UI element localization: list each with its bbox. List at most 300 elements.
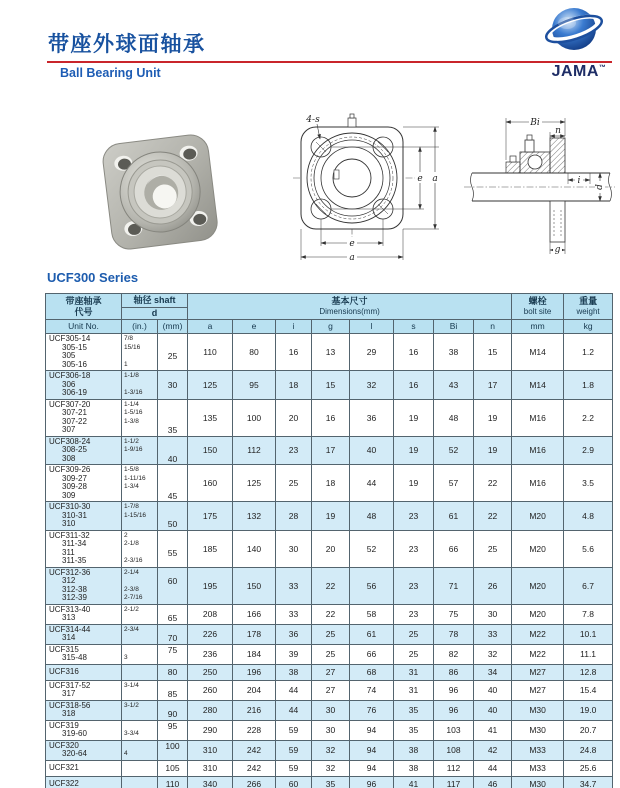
bolt-size-cell: M30 [512, 720, 564, 740]
weight-cell: 6.7 [564, 567, 613, 604]
weight-cell: 25.6 [564, 760, 613, 776]
dim-a-cell: 250 [188, 664, 233, 680]
weight-cell: 15.4 [564, 680, 613, 700]
dim-s-cell: 23 [394, 502, 434, 531]
dim-s-cell: 35 [394, 720, 434, 740]
unit-no-cell: UCF316 [46, 664, 122, 680]
table-row [46, 740, 613, 760]
dim-n-cell: 40 [474, 700, 512, 720]
dim-l-cell: 58 [350, 604, 394, 624]
table-row [46, 624, 613, 644]
unit-no-cell: UCF322 [46, 776, 122, 788]
dim-g-cell: 22 [312, 567, 350, 604]
dim-i-cell: 33 [276, 567, 312, 604]
dim-s-cell: 16 [394, 334, 434, 371]
dim-s-cell: 23 [394, 604, 434, 624]
bolt-size-cell: M20 [512, 604, 564, 624]
dim-i-cell: 23 [276, 436, 312, 465]
shaft-inch-cell: 2-1/2 [122, 604, 158, 624]
dim-l-cell: 48 [350, 502, 394, 531]
page-title-english: Ball Bearing Unit [60, 66, 161, 80]
bolt-size-cell: M16 [512, 465, 564, 502]
shaft-inch-cell: 3-1/4 [122, 680, 158, 700]
table-row [46, 604, 613, 624]
side-view-drawing [462, 110, 617, 262]
table-row [46, 371, 613, 400]
unit-header-zh1: 带座轴承 [65, 295, 102, 306]
shaft-mm-cell: 45 [158, 465, 188, 502]
shaft-inch-cell: 2-1/4 2-3/8 2-7/16 [122, 567, 158, 604]
dim-g-cell: 30 [312, 700, 350, 720]
dim-s-cell: 31 [394, 664, 434, 680]
dim-Bi-cell: 57 [434, 465, 474, 502]
dim-label-a-vertical: a [432, 174, 438, 184]
dim-a-cell: 160 [188, 465, 233, 502]
dim-n-cell: 44 [474, 760, 512, 776]
brand-name: JAMA™ [551, 63, 607, 80]
table-row [46, 436, 613, 465]
col-i: i [276, 320, 312, 334]
dim-s-cell: 31 [394, 680, 434, 700]
unit-no-cell: UCF307-20 307-21 307-22 307 [46, 399, 122, 436]
dim-e-cell: 95 [233, 371, 276, 400]
dim-n-cell: 26 [474, 567, 512, 604]
bolt-size-cell: M16 [512, 399, 564, 436]
dim-n-cell: 42 [474, 740, 512, 760]
dim-g-cell: 13 [312, 334, 350, 371]
dim-i-cell: 39 [276, 644, 312, 664]
dim-n-cell: 19 [474, 436, 512, 465]
shaft-inch-cell: 2-3/4 [122, 624, 158, 644]
shaft-inch-cell [122, 776, 158, 788]
bolt-size-cell: M27 [512, 680, 564, 700]
col-bolt-mm: mm [512, 320, 564, 334]
col-n: n [474, 320, 512, 334]
dim-Bi-cell: 86 [434, 664, 474, 680]
dim-Bi-cell: 103 [434, 720, 474, 740]
shaft-mm-cell: 80 [158, 664, 188, 680]
dim-g-cell: 32 [312, 760, 350, 776]
shaft-inch-cell: 7/8 15/16 1 [122, 334, 158, 371]
shaft-mm-cell: 105 [158, 760, 188, 776]
dim-l-cell: 52 [350, 530, 394, 567]
weight-cell: 3.5 [564, 465, 613, 502]
dim-label-bi: Bi [530, 118, 540, 128]
shaft-inch-cell: 1-1/4 1-5/16 1-3/8 [122, 399, 158, 436]
dim-a-cell: 340 [188, 776, 233, 788]
dim-s-cell: 25 [394, 644, 434, 664]
dim-g-cell: 22 [312, 604, 350, 624]
dim-g-cell: 15 [312, 371, 350, 400]
dim-Bi-cell: 75 [434, 604, 474, 624]
dim-e-cell: 242 [233, 760, 276, 776]
bolt-size-cell: M22 [512, 624, 564, 644]
dim-label-d: d [595, 184, 605, 190]
dim-i-cell: 44 [276, 680, 312, 700]
bolt-size-cell: M20 [512, 567, 564, 604]
shaft-mm-cell: 90 [158, 700, 188, 720]
dim-a-cell: 175 [188, 502, 233, 531]
col-s: s [394, 320, 434, 334]
table-row [46, 776, 613, 788]
dim-g-cell: 19 [312, 502, 350, 531]
shaft-inch-cell: 1-7/8 1-15/16 [122, 502, 158, 531]
page-title-chinese: 带座外球面轴承 [48, 31, 206, 56]
dims-header-en: Dimensions(mm) [319, 307, 380, 316]
weight-cell: 1.2 [564, 334, 613, 371]
dim-i-cell: 59 [276, 760, 312, 776]
dim-e-cell: 100 [233, 399, 276, 436]
weight-cell: 4.8 [564, 502, 613, 531]
unit-no-cell: UCF320 320-64 [46, 740, 122, 760]
dim-a-cell: 290 [188, 720, 233, 740]
bolt-size-cell: M33 [512, 760, 564, 776]
dim-Bi-cell: 108 [434, 740, 474, 760]
dim-s-cell: 35 [394, 700, 434, 720]
dim-a-cell: 185 [188, 530, 233, 567]
shaft-mm-cell: 75 [158, 644, 188, 664]
table-row [46, 567, 613, 604]
dim-n-cell: 30 [474, 604, 512, 624]
table-row [46, 502, 613, 531]
dim-s-cell: 38 [394, 740, 434, 760]
dim-l-cell: 94 [350, 740, 394, 760]
dim-i-cell: 59 [276, 720, 312, 740]
weight-cell: 19.0 [564, 700, 613, 720]
col-header-shaft [122, 294, 188, 320]
dim-l-cell: 44 [350, 465, 394, 502]
front-view-drawing [293, 113, 443, 265]
bolt-size-cell: M20 [512, 530, 564, 567]
dim-e-cell: 184 [233, 644, 276, 664]
bearing-photo [85, 113, 235, 265]
weight-cell: 7.8 [564, 604, 613, 624]
unit-header-zh2: 代号 [74, 306, 93, 317]
dim-g-cell: 18 [312, 465, 350, 502]
dim-l-cell: 74 [350, 680, 394, 700]
col-shaft-in: (in.) [122, 320, 158, 334]
dim-Bi-cell: 78 [434, 624, 474, 644]
unit-no-cell: UCF319 319-60 [46, 720, 122, 740]
table-row [46, 664, 613, 680]
dim-Bi-cell: 52 [434, 436, 474, 465]
dim-n-cell: 22 [474, 502, 512, 531]
dim-l-cell: 36 [350, 399, 394, 436]
dim-g-cell: 27 [312, 664, 350, 680]
dim-n-cell: 25 [474, 530, 512, 567]
dim-l-cell: 94 [350, 720, 394, 740]
bolt-size-cell: M14 [512, 334, 564, 371]
dim-a-cell: 236 [188, 644, 233, 664]
dim-e-cell: 216 [233, 700, 276, 720]
spec-table [45, 293, 613, 788]
shaft-inch-cell: 1-1/2 1-9/16 [122, 436, 158, 465]
dim-n-cell: 15 [474, 334, 512, 371]
dim-label-a-horizontal: a [349, 253, 355, 263]
dim-l-cell: 29 [350, 334, 394, 371]
table-header [46, 294, 613, 334]
trademark-symbol: ™ [598, 64, 607, 72]
shaft-inch-cell [122, 664, 158, 680]
bolt-size-cell: M30 [512, 776, 564, 788]
dim-s-cell: 23 [394, 567, 434, 604]
shaft-mm-cell: 35 [158, 399, 188, 436]
col-g: g [312, 320, 350, 334]
dim-n-cell: 17 [474, 371, 512, 400]
dim-g-cell: 17 [312, 436, 350, 465]
dim-label-i: i [577, 176, 581, 186]
unit-no-cell: UCF311-32 311-34 311 311-35 [46, 530, 122, 567]
shaft-mm-cell: 110 [158, 776, 188, 788]
dim-l-cell: 68 [350, 664, 394, 680]
dim-l-cell: 66 [350, 644, 394, 664]
dim-n-cell: 19 [474, 399, 512, 436]
dim-n-cell: 32 [474, 644, 512, 664]
dim-a-cell: 310 [188, 740, 233, 760]
shaft-mm-cell: 25 [158, 334, 188, 371]
dim-e-cell: 242 [233, 740, 276, 760]
dim-i-cell: 18 [276, 371, 312, 400]
dim-g-cell: 35 [312, 776, 350, 788]
dim-e-cell: 166 [233, 604, 276, 624]
dim-s-cell: 25 [394, 624, 434, 644]
dim-e-cell: 125 [233, 465, 276, 502]
bolt-size-cell: M30 [512, 700, 564, 720]
bolt-size-cell: M27 [512, 664, 564, 680]
shaft-inch-cell: 1-5/8 1-11/16 1-3/4 [122, 465, 158, 502]
shaft-inch-cell: 4 [122, 740, 158, 760]
shaft-mm-cell: 50 [158, 502, 188, 531]
dim-Bi-cell: 48 [434, 399, 474, 436]
table-row [46, 700, 613, 720]
dim-a-cell: 125 [188, 371, 233, 400]
shaft-d-label: d [151, 308, 158, 318]
unit-no-cell: UCF310-30 310-31 310 [46, 502, 122, 531]
dim-i-cell: 59 [276, 740, 312, 760]
dim-l-cell: 32 [350, 371, 394, 400]
shaft-inch-cell: 3-3/4 [122, 720, 158, 740]
unit-no-cell: UCF306-18 306 306-19 [46, 371, 122, 400]
dim-i-cell: 36 [276, 624, 312, 644]
weight-header-en: weight [576, 307, 600, 316]
bolt-header-zh: 螺栓 [528, 296, 547, 306]
dim-e-cell: 196 [233, 664, 276, 680]
dim-s-cell: 38 [394, 760, 434, 776]
shaft-mm-cell: 95 [158, 720, 188, 740]
dim-g-cell: 27 [312, 680, 350, 700]
dim-a-cell: 195 [188, 567, 233, 604]
dim-g-cell: 30 [312, 720, 350, 740]
table-row [46, 334, 613, 371]
shaft-mm-cell: 60 [158, 567, 188, 604]
unit-no-cell: UCF315 315-48 [46, 644, 122, 664]
col-bi: Bi [434, 320, 474, 334]
col-unit-no: Unit No. [46, 320, 122, 334]
series-title: UCF300 Series [47, 270, 139, 285]
dim-label-e-horizontal: e [349, 239, 355, 249]
dim-e-cell: 178 [233, 624, 276, 644]
dim-Bi-cell: 96 [434, 700, 474, 720]
dim-a-cell: 310 [188, 760, 233, 776]
weight-cell: 20.7 [564, 720, 613, 740]
table-row [46, 530, 613, 567]
dim-Bi-cell: 117 [434, 776, 474, 788]
weight-cell: 12.8 [564, 664, 613, 680]
bolt-size-cell: M22 [512, 644, 564, 664]
weight-cell: 34.7 [564, 776, 613, 788]
col-header-bolt [512, 294, 564, 320]
unit-no-cell: UCF318-56 318 [46, 700, 122, 720]
dim-e-cell: 80 [233, 334, 276, 371]
dim-i-cell: 38 [276, 664, 312, 680]
dim-Bi-cell: 43 [434, 371, 474, 400]
dim-a-cell: 135 [188, 399, 233, 436]
table-row [46, 680, 613, 700]
shaft-inch-cell: 3 [122, 644, 158, 664]
dim-e-cell: 266 [233, 776, 276, 788]
dim-s-cell: 23 [394, 530, 434, 567]
header-rule [47, 61, 612, 63]
weight-cell: 5.6 [564, 530, 613, 567]
dim-s-cell: 19 [394, 436, 434, 465]
dim-Bi-cell: 112 [434, 760, 474, 776]
shaft-mm-cell: 70 [158, 624, 188, 644]
shaft-mm-cell: 85 [158, 680, 188, 700]
shaft-mm-cell: 65 [158, 604, 188, 624]
dim-l-cell: 56 [350, 567, 394, 604]
shaft-mm-cell: 40 [158, 436, 188, 465]
unit-no-cell: UCF317-52 317 [46, 680, 122, 700]
col-header-weight [564, 294, 613, 320]
dim-i-cell: 33 [276, 604, 312, 624]
weight-cell: 2.9 [564, 436, 613, 465]
dim-a-cell: 226 [188, 624, 233, 644]
dim-i-cell: 44 [276, 700, 312, 720]
shaft-inch-cell [122, 760, 158, 776]
col-header-unit-no [46, 294, 122, 320]
dim-a-cell: 150 [188, 436, 233, 465]
dim-n-cell: 34 [474, 664, 512, 680]
dim-Bi-cell: 66 [434, 530, 474, 567]
dim-e-cell: 204 [233, 680, 276, 700]
shaft-mm-cell: 100 [158, 740, 188, 760]
weight-cell: 24.8 [564, 740, 613, 760]
dim-i-cell: 60 [276, 776, 312, 788]
dim-s-cell: 41 [394, 776, 434, 788]
col-shaft-mm: (mm) [158, 320, 188, 334]
dim-i-cell: 20 [276, 399, 312, 436]
dim-n-cell: 33 [474, 624, 512, 644]
shaft-inch-cell: 3-1/2 [122, 700, 158, 720]
dim-n-cell: 40 [474, 680, 512, 700]
dim-l-cell: 40 [350, 436, 394, 465]
dim-e-cell: 112 [233, 436, 276, 465]
unit-no-cell: UCF305-14 305-15 305 305-16 [46, 334, 122, 371]
dim-a-cell: 280 [188, 700, 233, 720]
bolt-header-en: bolt site [523, 307, 552, 316]
weight-cell: 10.1 [564, 624, 613, 644]
unit-no-cell: UCF312-36 312 312-38 312-39 [46, 567, 122, 604]
weight-cell: 2.2 [564, 399, 613, 436]
dim-g-cell: 25 [312, 624, 350, 644]
dim-l-cell: 96 [350, 776, 394, 788]
bolt-size-cell: M33 [512, 740, 564, 760]
brand-logo-globe-icon [543, 3, 605, 61]
dim-i-cell: 25 [276, 465, 312, 502]
dim-s-cell: 19 [394, 399, 434, 436]
table-row [46, 644, 613, 664]
shaft-inch-cell: 2 2-1/8 2-3/16 [122, 530, 158, 567]
unit-no-cell: UCF314-44 314 [46, 624, 122, 644]
col-header-dimensions [188, 294, 512, 320]
weight-cell: 1.8 [564, 371, 613, 400]
table-row [46, 399, 613, 436]
unit-no-cell: UCF309-26 309-27 309-28 309 [46, 465, 122, 502]
dim-label-4s: 4-s [306, 115, 320, 125]
dim-e-cell: 228 [233, 720, 276, 740]
unit-no-cell: UCF308-24 308-25 308 [46, 436, 122, 465]
dim-i-cell: 30 [276, 530, 312, 567]
dim-e-cell: 132 [233, 502, 276, 531]
dim-Bi-cell: 71 [434, 567, 474, 604]
dim-l-cell: 76 [350, 700, 394, 720]
table-body [46, 334, 613, 788]
shaft-mm-cell: 30 [158, 371, 188, 400]
dim-label-g: g [554, 245, 561, 255]
dims-header-zh: 基本尺寸 [331, 296, 368, 306]
shaft-header-label: 轴径 shaft [122, 294, 187, 308]
col-e: e [233, 320, 276, 334]
weight-cell: 11.1 [564, 644, 613, 664]
dim-Bi-cell: 38 [434, 334, 474, 371]
col-a: a [188, 320, 233, 334]
col-weight-kg: kg [564, 320, 613, 334]
shaft-inch-cell: 1-1/8 1-3/16 [122, 371, 158, 400]
bolt-size-cell: M14 [512, 371, 564, 400]
dim-n-cell: 41 [474, 720, 512, 740]
dim-i-cell: 16 [276, 334, 312, 371]
dim-s-cell: 16 [394, 371, 434, 400]
bolt-size-cell: M16 [512, 436, 564, 465]
dim-Bi-cell: 61 [434, 502, 474, 531]
dim-a-cell: 260 [188, 680, 233, 700]
dim-l-cell: 61 [350, 624, 394, 644]
table-row [46, 465, 613, 502]
dim-Bi-cell: 96 [434, 680, 474, 700]
dim-label-n: n [555, 126, 561, 136]
dim-a-cell: 110 [188, 334, 233, 371]
dim-e-cell: 150 [233, 567, 276, 604]
dim-l-cell: 94 [350, 760, 394, 776]
unit-no-cell: UCF321 [46, 760, 122, 776]
dim-n-cell: 46 [474, 776, 512, 788]
dim-a-cell: 208 [188, 604, 233, 624]
bolt-size-cell: M20 [512, 502, 564, 531]
dim-s-cell: 19 [394, 465, 434, 502]
dim-label-e-vertical: e [417, 174, 423, 184]
dim-g-cell: 25 [312, 644, 350, 664]
dim-g-cell: 16 [312, 399, 350, 436]
dim-g-cell: 20 [312, 530, 350, 567]
dim-g-cell: 32 [312, 740, 350, 760]
unit-no-cell: UCF313-40 313 [46, 604, 122, 624]
shaft-mm-cell: 55 [158, 530, 188, 567]
table-row [46, 720, 613, 740]
col-l: l [350, 320, 394, 334]
weight-header-zh: 重量 [579, 296, 598, 306]
dim-e-cell: 140 [233, 530, 276, 567]
table-row [46, 760, 613, 776]
